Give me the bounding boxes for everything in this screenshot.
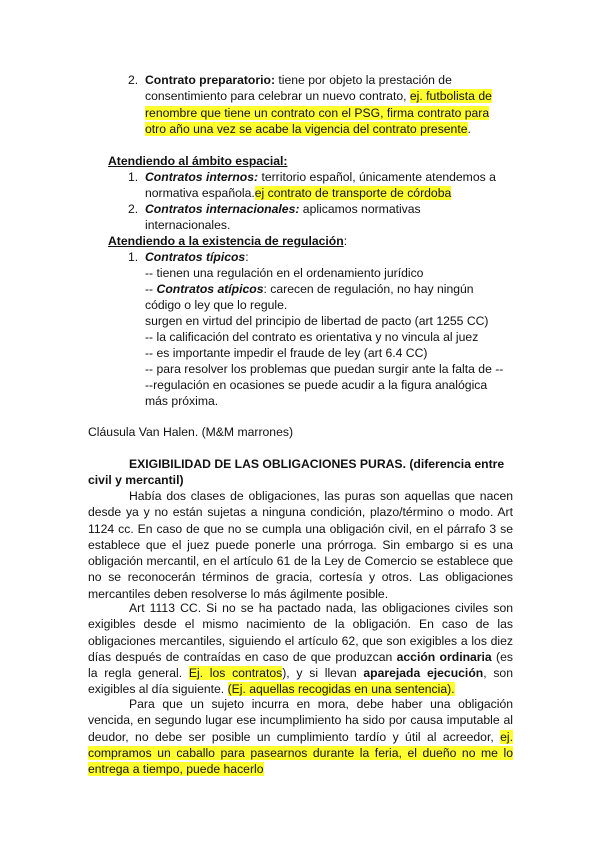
paragraph-3: Para que un sujeto incurra en mora, debe haber una obligación vencida, en segundo lugar ese incumplimiento ha sido por causa imputable al deudor, no debe ser posible un cumplimiento tardío y útil al acreedor, ej. compramos un caballo para pasearnos durante la feria, el dueño no me lo entrega a tiempo, puede hacerlo	[88, 697, 513, 777]
list-item-contratos-internos	[145, 169, 500, 202]
section-title: EXIGIBILIDAD DE LAS OBLIGACIONES PURAS. (diferencia entre civil y mercantil)	[88, 457, 505, 488]
item-text: territorio español, únicamente atendemos a normativa española.	[145, 170, 496, 201]
item-text: tiene por objeto la prestación de consentimiento para celebrar un nuevo contrato,	[145, 73, 452, 104]
item-contrato-preparatorio-body	[145, 72, 497, 137]
regulacion-line-1: -- tienen una regulación en el ordenamiento jurídico	[145, 266, 424, 280]
list-item-contratos-internos-number: 1.	[128, 170, 139, 184]
regulacion-line-4: -- es importante impedir el fraude de ley (art 6.4 CC)	[145, 346, 428, 360]
highlighted-example: (Ej. aquellas recogidas en una sentencia).	[227, 682, 455, 697]
list-number: 2.	[128, 73, 139, 87]
item-label: Contratos atípicos	[156, 282, 264, 296]
heading-ambito-espacial: Atendiendo al ámbito espacial:	[108, 154, 288, 168]
heading-colon: :	[343, 234, 348, 248]
clausula-van-halen: Cláusula Van Halen. (M&M marrones)	[88, 425, 294, 439]
heading-existencia-regulacion-wrap	[108, 233, 347, 249]
accion-ordinaria: acción ordinaria	[396, 649, 492, 664]
highlighted-example: Ej. los contratos	[188, 666, 283, 681]
list-item-contratos-internacionales	[145, 201, 505, 234]
regulacion-line-5: -- para resolver los problemas que puedan surgir ante la falta de --	[145, 362, 504, 376]
item-label: Contratos típicos	[145, 250, 246, 264]
item-contrato-preparatorio	[128, 72, 142, 88]
list-item-contratos-tipicos-number: 1.	[128, 250, 139, 264]
item-label: Contratos internos:	[145, 170, 259, 184]
heading-existencia-regulacion: Atendiendo a la existencia de regulación	[108, 234, 344, 248]
highlighted-example: ej. futbolista de renombre que tiene un contrato con el PSG, firma contrato para otro año una vez se acabe la vigencia del contrato presente	[145, 89, 492, 136]
paragraph-2: Art 1113 CC. Si no se ha pactado nada, las obligaciones civiles son exigibles desde el mismo nacimiento de la obligación. En caso de las obligaciones mercantiles, siguiendo el artículo 62, que son exigibles a los diez días después de contraídas en caso de que produzcan acción ordinaria (es la regla general. Ej. los contratos), y si llevan aparejada ejecución, son exigibles al día siguiente. (Ej. aquellas recogidas en una sentencia).	[88, 601, 513, 697]
item-label: Contratos internacionales:	[145, 202, 300, 216]
item-label: Contrato preparatorio:	[145, 73, 276, 87]
item-text: aplicamos normativas internacionales.	[145, 202, 421, 233]
contratos-atipicos-line: -- Contratos atípicos: carecen de regulación, no hay ningún código o ley que lo regule.	[145, 282, 474, 313]
list-item-contratos-internacionales-number: 2.	[128, 202, 139, 216]
paragraph-1: Había dos clases de obligaciones, las puras son aquellas que nacen desde ya y no están sujetas a ninguna condición, plazo/término o modo. Art 1124 cc. En caso de que no se cumpla una obligación civil, en el párrafo 3 se establece que el juez puede ponerle una prórroga. Sin embargo si es una obligación mercantil, en el artículo 61 de la Ley de Comercio se establece que no se reconocerán términos de gracia, cortesía y otros. Las obligaciones mercantiles deben resolverse lo más ágilmente posible.	[88, 489, 513, 601]
regulacion-line-6: --regulación en ocasiones se puede acudir a la figura analógica más próxima.	[145, 378, 488, 409]
item-end: .	[467, 121, 471, 136]
aparejada-ejecucion: aparejada ejecución	[363, 666, 484, 681]
list-item-contratos-tipicos: Contratos típicos:	[145, 250, 249, 264]
highlighted-example: ej. compramos un caballo para pasearnos durante la feria, el dueño no me lo entrega a tiempo, puede hacerlo	[88, 729, 513, 777]
regulacion-line-2: surgen en virtud del principio de libertad de pacto (art 1255 CC)	[145, 314, 489, 328]
highlighted-example: ej contrato de transporte de córdoba	[254, 186, 452, 201]
regulacion-line-3: -- la calificación del contrato es orientativa y no vincula al juez	[145, 330, 479, 344]
